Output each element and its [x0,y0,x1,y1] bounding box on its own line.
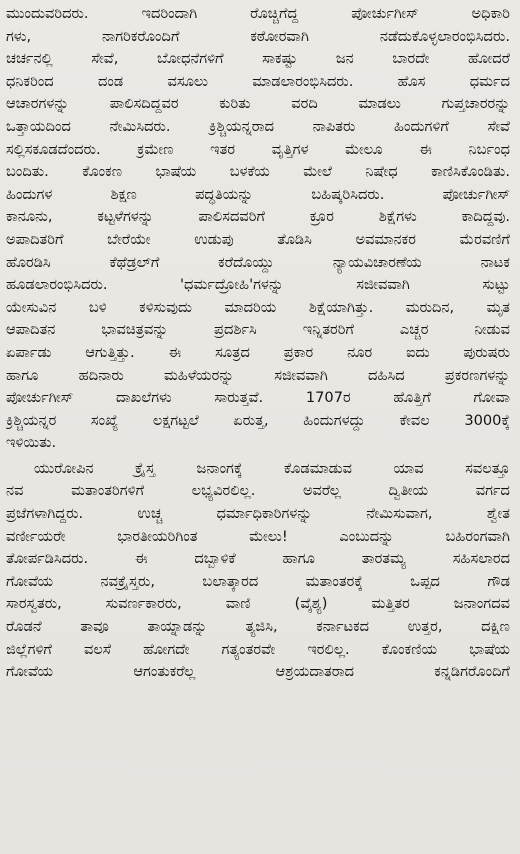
text-line: ಧನಿಕರಿಂದ ದಂಡ ವಸೂಲು ಮಾಡಲಾರಂಭಿಸಿದರು. ಹೊಸ ಧರ್ಮದ [6,72,510,90]
text-line: ತೋರ್ಪಡಿಸಿದರು. ಈ ದಬ್ಬಾಳಿಕೆ ಹಾಗೂ ತಾರತಮ್ಯ ಸಹಿಸಲಾರದ [6,550,510,568]
text-line: ಬಂದಿತು. ಕೊಂಕಣ ಭಾಷೆಯ ಬಳಕೆಯ ಮೇಲೆ ನಿಷೇಧ ಕಾಣಿಸಿಕೊಂಡಿತು. [6,163,510,181]
text-line: ಯೇಸುವಿನ ಬಳಿ ಕಳಿಸುವುದು ಮಾದರಿಯ ಶಿಕ್ಷೆಯಾಗಿತ್ತು. ಮರುದಿನ, ಮೃತ [6,298,510,316]
text-line: ಗೋವೆಯ ಆಗಂತುಕರೆಲ್ಲ ಆಶ್ರಯದಾತರಾದ ಕನ್ನಡಿಗರೊಂದಿಗೆ [6,663,510,681]
text-line: ಆಪಾದಿತನ ಭಾವಚಿತ್ರವನ್ನು ಪ್ರದರ್ಶಿಸಿ ಇನ್ನಿತರರಿಗೆ ಎಚ್ಚರ ನೀಡುವ [6,321,510,339]
text-line: ಹಾಗೂ ಹದಿನಾರು ಮಹಿಳೆಯರನ್ನು ಸಜೀವವಾಗಿ ದಹಿಸಿದ ಪ್ರಕರಣಗಳನ್ನು [6,366,510,384]
text-line: ಸಲ್ಲಿಸಕೂಡದೆಂದರು. ಕ್ರಮೇಣ ಇತರ ವೃತ್ತಿಗಳ ಮೇಲೂ ಈ ನಿರ್ಬಂಧ [6,140,510,158]
text-line: ಕಾನೂನು, ಕಟ್ಟಳೆಗಳನ್ನು ಪಾಲಿಸದವರಿಗೆ ಕ್ರೂರ ಶಿಕ್ಷೆಗಳು ಕಾದಿದ್ದವು. [6,208,510,226]
text-line: ಆಚಾರಗಳನ್ನು ಪಾಲಿಸದಿದ್ದವರ ಕುರಿತು ವರದಿ ಮಾಡಲು ಗುಪ್ತಚಾರರನ್ನು [6,95,510,113]
paragraph-2 [6,458,510,684]
text-line: ಗಳು, ನಾಗರಿಕರೊಂದಿಗೆ ಕಠೋರವಾಗಿ ನಡೆದುಕೊಳ್ಳಲಾರಂಭಿಸಿದರು. [6,27,510,45]
text-line: ವರ್ಣೀಯರೇ ಭಾರತೀಯರಿಗಿಂತ ಮೇಲು! ಎಂಬುದನ್ನು ಬಹಿರಂಗವಾಗಿ [6,527,510,545]
text-line: ಪೋರ್ಚುಗೀಸ್ ದಾಖಲೆಗಳು ಸಾರುತ್ತವೆ. 1707ರ ಹೊತ್ತಿಗೆ ಗೋವಾ [6,389,510,407]
text-line: ಹಿಂದುಗಳ ಶಿಕ್ಷಣ ಪದ್ಧತಿಯನ್ನು ಬಹಿಷ್ಕರಿಸಿದರು. ಪೋರ್ಚುಗೀಸ್ [6,185,510,203]
text-line: ರೊಡನೆ ತಾವೂ ತಾಯ್ನಾಡನ್ನು ತ್ಯಜಿಸಿ, ಕರ್ನಾಟಕದ ಉತ್ತರ, ದಕ್ಷಿಣ [6,618,510,636]
text-line: ಸಾರಸ್ವತರು, ಸುವರ್ಣಕಾರರು, ವಾಣಿ (ವೈಶ್ಯ) ಮತ್ತಿತರ ಜನಾಂಗದವ [6,595,510,613]
text-line: ಕ್ರಿಶ್ಚಿಯನ್ನರ ಸಂಖ್ಯೆ ಲಕ್ಷಗಟ್ಟಲೆ ಏರುತ್ತ, ಹಿಂದುಗಳದ್ದು ಕೇವಲ 3000ಕ್ಕೆ [6,411,510,429]
text-line: ಯುರೋಪಿನ ಕ್ರೈಸ್ತ ಜನಾಂಗಕ್ಕೆ ಕೊಡಮಾಡುವ ಯಾವ ಸವಲತ್ತೂ [34,459,510,477]
paragraph-1 [6,3,510,455]
text-line: ಹೂಡಲಾರಂಭಿಸಿದರು. 'ಧರ್ಮದ್ರೋಹಿ'ಗಳನ್ನು ಸಜೀವವಾಗಿ ಸುಟ್ಟು [6,276,510,294]
text-line: ಮುಂದುವರಿದರು. ಇದರಿಂದಾಗಿ ರೊಚ್ಚಿಗೆದ್ದ ಪೋರ್ಚುಗೀಸ್ ಅಧಿಕಾರಿ [6,5,510,22]
text-line: ಜಿಲ್ಲೆಗಳಿಗೆ ವಲಸೆ ಹೋಗದೇ ಗತ್ಯಂತರವೇ ಇರಲಿಲ್ಲ. ಕೊಂಕಣಿಯ ಭಾಷೆಯ [6,640,510,658]
text-line: ಒತ್ತಾಯದಿಂದ ನೇಮಿಸಿದರು. ಕ್ರಿಶ್ಚಿಯನ್ನರಾದ ನಾಪಿತರು ಹಿಂದುಗಳಿಗೆ ಸೇವೆ [6,117,510,135]
text-line: ಅಪಾದಿತರಿಗೆ ಬೇರೆಯೇ ಉಡುಪು ತೊಡಿಸಿ ಅವಮಾನಕರ ಮೆರವಣಿಗೆ [6,230,510,248]
text-line: ಹೊರಡಿಸಿ ಕೆಥೆಡ್ರಲ್‌ಗೆ ಕರೆದೊಯ್ದು ನ್ಯಾಯವಿಚಾರಣೆಯ ನಾಟಕ [6,253,510,271]
text-line: ನವ ಮತಾಂತರಿಗಳಿಗೆ ಲಭ್ಯವಿರಲಿಲ್ಲ. ಅವರೆಲ್ಲ ದ್ವಿತೀಯ ವರ್ಗದ [6,482,510,500]
text-line: ಪ್ರಜೆಗಳಾಗಿದ್ದರು. ಉಚ್ಚ ಧರ್ಮಾಧಿಕಾರಿಗಳನ್ನು ನೇಮಿಸುವಾಗ, ಶ್ವೇತ [6,505,510,523]
text-line: ಚರ್ಚನಲ್ಲಿ ಸೇವೆ, ಬೋಧನೆಗಳಿಗೆ ಸಾಕಷ್ಟು ಜನ ಬಾರದೇ ಹೋದರೆ [6,50,510,68]
text-line: ಇಳಿಯಿತು. [6,434,57,452]
text-line: ಗೋವೆಯ ನವಕ್ರೈಸ್ತರು, ಬಲಾತ್ಕಾರದ ಮತಾಂತರಕ್ಕೆ ಒಪ್ಪದ ಗೌಡ [6,572,510,590]
text-line: ಏರ್ಪಾಡು ಆಗುತ್ತಿತ್ತು. ಈ ಸೂತ್ರದ ಪ್ರಕಾರ ನೂರ ಐದು ಪುರುಷರು [6,343,510,361]
